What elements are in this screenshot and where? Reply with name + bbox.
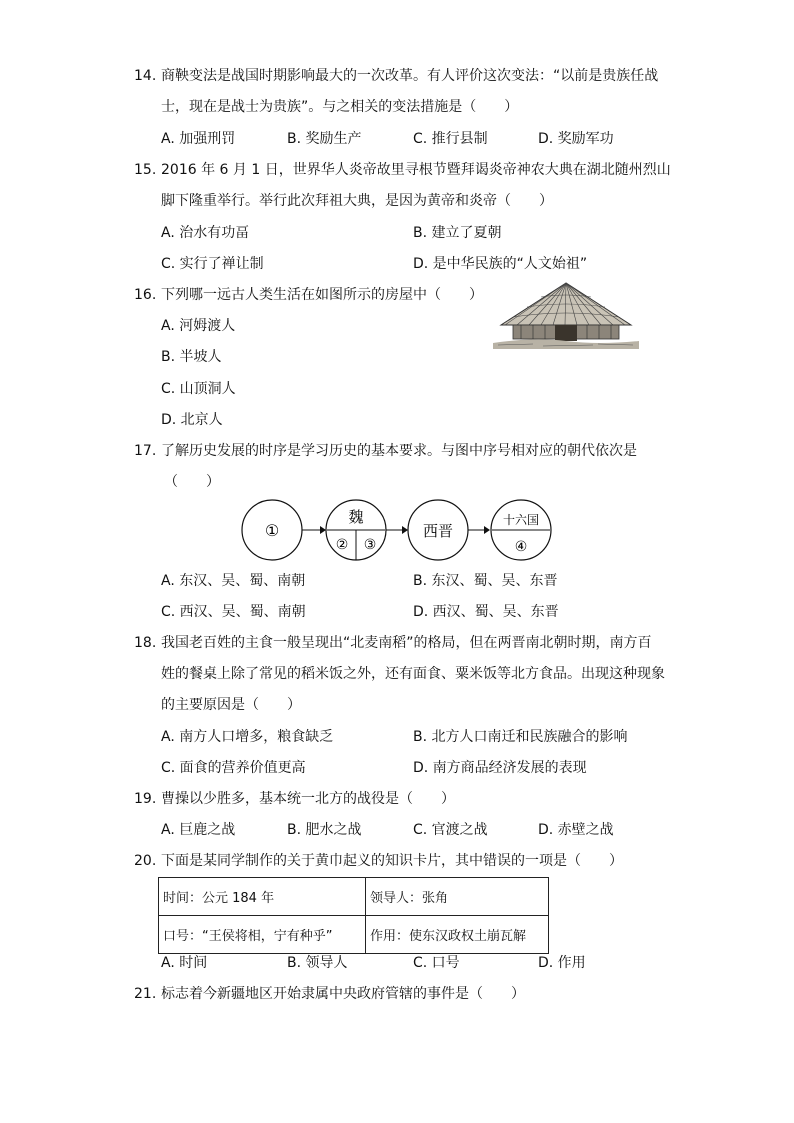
option-d: D. 是中华民族的“人文始祖” bbox=[413, 256, 588, 272]
timeline-label-4: ④ bbox=[514, 539, 528, 555]
option-b: B. 奖励生产 bbox=[287, 131, 362, 147]
option-a: A. 南方人口增多，粮食缺乏 bbox=[161, 729, 334, 745]
question-text: 我国老百姓的主食一般呈现出“北麦南稻”的格局，但在两晋南北朝时期，南方百 bbox=[161, 635, 652, 651]
option-c: C. 西汉、吴、蜀、南朝 bbox=[161, 604, 306, 620]
hut-image bbox=[493, 281, 639, 349]
timeline-arrowhead bbox=[402, 526, 408, 534]
question-number: 14. bbox=[134, 68, 157, 84]
question-text: 的主要原因是（ ） bbox=[161, 697, 301, 713]
timeline-label-xijin: 西晋 bbox=[422, 522, 454, 540]
question-text: （ ） bbox=[164, 474, 220, 490]
option-d: D. 西汉、蜀、吴、东晋 bbox=[413, 604, 559, 620]
question-number: 19. bbox=[134, 791, 157, 807]
card-effect: 作用：使东汉政权土崩瓦解 bbox=[366, 916, 549, 954]
question-text: 下列哪一远古人类生活在如图所示的房屋中（ ） bbox=[161, 287, 483, 303]
card-time: 时间：公元 184 年 bbox=[159, 878, 366, 916]
option-a: A. 治水有功畐 bbox=[161, 225, 250, 241]
timeline-label-3: ③ bbox=[363, 537, 377, 553]
option-d: D. 南方商品经济发展的表现 bbox=[413, 760, 587, 776]
timeline-label-1: ① bbox=[264, 521, 280, 540]
option-d: D. 赤壁之战 bbox=[538, 822, 614, 838]
question-text: 商鞅变法是战国时期影响最大的一次改革。有人评价这次变法：“以前是贵族任战 bbox=[161, 68, 659, 84]
question-text: 了解历史发展的时序是学习历史的基本要求。与图中序号相对应的朝代依次是 bbox=[161, 443, 637, 459]
option-b: B. 肥水之战 bbox=[287, 822, 362, 838]
timeline-arrowhead bbox=[320, 526, 326, 534]
option-c: C. 实行了禅让制 bbox=[161, 256, 264, 272]
option-d: D. 北京人 bbox=[161, 412, 223, 428]
option-d: D. 作用 bbox=[538, 955, 586, 971]
option-a: A. 巨鹿之战 bbox=[161, 822, 236, 838]
timeline-label-wei: 魏 bbox=[348, 508, 364, 526]
option-c: C. 面食的营养价值更高 bbox=[161, 760, 306, 776]
knowledge-card-table bbox=[158, 877, 549, 954]
option-b: B. 北方人口南迁和民族融合的影响 bbox=[413, 729, 628, 745]
timeline-label-2: ② bbox=[335, 537, 349, 553]
timeline-label-sixteen: 十六国 bbox=[502, 513, 540, 527]
question-text: 脚下隆重举行。举行此次拜祖大典，是因为黄帝和炎帝（ ） bbox=[161, 193, 553, 209]
question-text: 标志着今新疆地区开始隶属中央政府管辖的事件是（ ） bbox=[161, 986, 525, 1002]
option-c: C. 官渡之战 bbox=[413, 822, 488, 838]
option-c: C. 口号 bbox=[413, 955, 460, 971]
option-a: A. 河姆渡人 bbox=[161, 318, 236, 334]
option-c: C. 山顶洞人 bbox=[161, 381, 236, 397]
question-text: 姓的餐桌上除了常见的稻米饭之外，还有面食、粟米饭等北方食品。出现这种现象 bbox=[161, 666, 665, 682]
question-number: 16. bbox=[134, 287, 157, 303]
option-b: B. 半坡人 bbox=[161, 349, 222, 365]
question-text: 曹操以少胜多，基本统一北方的战役是（ ） bbox=[161, 791, 455, 807]
question-text: 2016 年 6 月 1 日，世界华人炎帝故里寻根节暨拜谒炎帝神农大典在湖北随州烈山 bbox=[161, 162, 671, 178]
option-c: C. 推行县制 bbox=[413, 131, 488, 147]
question-text: 士，现在是战士为贵族”。与之相关的变法措施是（ ） bbox=[161, 99, 519, 115]
question-number: 15. bbox=[134, 162, 157, 178]
option-b: B. 领导人 bbox=[287, 955, 348, 971]
question-number: 20. bbox=[134, 853, 157, 869]
card-slogan: 口号：“王侯将相，宁有种乎” bbox=[159, 916, 366, 954]
option-a: A. 加强刑罚 bbox=[161, 131, 236, 147]
card-leader: 领导人：张角 bbox=[366, 878, 549, 916]
question-number: 21. bbox=[134, 986, 157, 1002]
option-b: B. 建立了夏朝 bbox=[413, 225, 502, 241]
option-b: B. 东汉、蜀、吴、东晋 bbox=[413, 573, 558, 589]
timeline-arrowhead bbox=[484, 526, 490, 534]
question-text: 下面是某同学制作的关于黄巾起义的知识卡片，其中错误的一项是（ ） bbox=[161, 853, 623, 869]
option-d: D. 奖励军功 bbox=[538, 131, 614, 147]
question-number: 17. bbox=[134, 443, 157, 459]
option-a: A. 东汉、吴、蜀、南朝 bbox=[161, 573, 306, 589]
question-number: 18. bbox=[134, 635, 157, 651]
option-a: A. 时间 bbox=[161, 955, 208, 971]
dynasty-timeline-diagram bbox=[240, 499, 562, 563]
